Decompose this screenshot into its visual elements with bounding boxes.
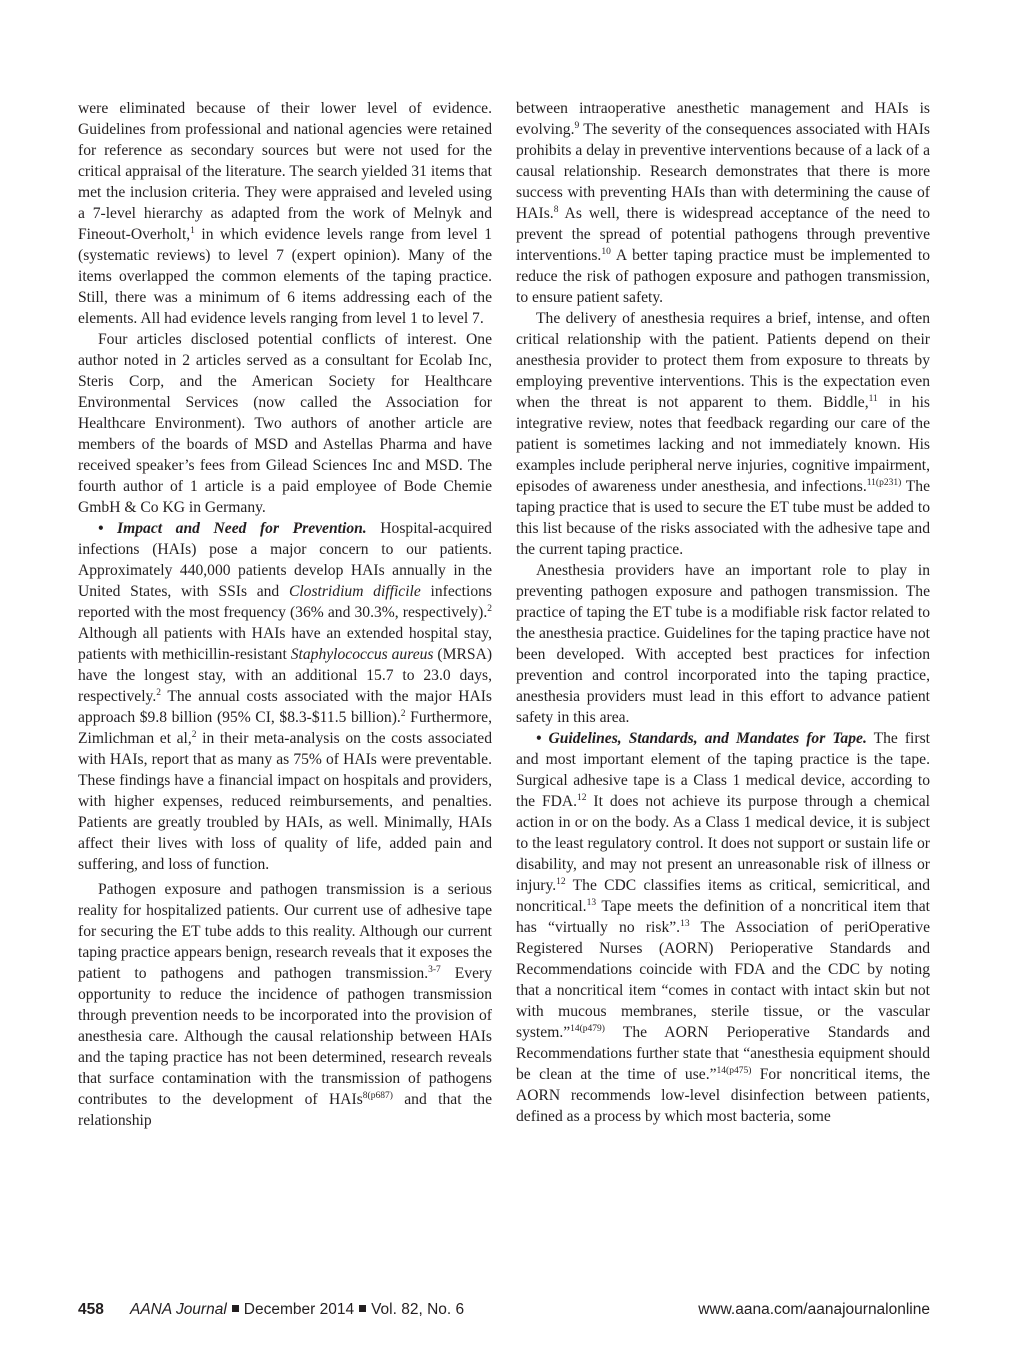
left-column: [78, 98, 492, 1131]
volume-issue: Vol. 82, No. 6: [371, 1301, 465, 1318]
journal-info: [130, 1301, 464, 1319]
paragraph: Four articles disclosed potential conflicts of interest. One author noted in 2 articles served as a consultant for Ecolab Inc, Steris Corp, and the American Society for Healthcare Environmental Services (now called the Association for Healthcare Environment). Two authors of another article are members of the boards of MSD and Astellas Pharma and have received speaker’s fees from Gilead Sciences Inc and MSD. The fourth author of 1 article is a paid employee of Bode Chemie GmbH & Co KG in Germany.: [78, 331, 492, 516]
journal-title: AANA Journal: [130, 1301, 227, 1318]
paragraph: between intraoperative anesthetic management and HAIs is evolving.$^9$ The severity of the consequences associated with HAIs prohibits a delay in preventive interventions because of a lack of a causal relationship. Research demonstrates that there is more success with preventing HAIs than with determining the cause of HAIs.$^8$ As well, there is widespread acceptance of the need to prevent the spread of potential pathogens through preventive interventions.$^{10}$ A better taping practice must be implemented to reduce the risk of pathogen exposure and pathogen transmission, to ensure patient safety.: [516, 100, 930, 306]
paragraph: • Impact and Need for Prevention. Hospital-acquired infections (HAIs) pose a major concern to our patients. Approximately 440,000 patients develop HAIs annually in the United States, with SSIs and Clostridium difficile infections reported with the most frequency (36% and 30.3%, respectively).$^2$ Although all patients with HAIs have an extended hospital stay, patients with methicillin-resistant Staphylococcus aureus (MRSA) have the longest stay, with an additional 15.7 to 23.0 days, respectively.$^2$ The annual costs associated with the major HAIs approach $9.8 billion (95% CI, $8.3-$11.5 billion).$^2$ Furthermore, Zimlichman et al,$^2$ in their meta-analysis on the costs associated with HAIs, report that as many as 75% of HAIs were preventable. These findings have a financial impact on hospitals and providers, with higher expenses, reduced reimbursements, and penalties. Patients are greatly troubled by HAIs, as well. Minimally, HAIs affect their lives with loss of quality of life, added pain and suffering, and loss of function.: [78, 520, 493, 873]
paragraph: Anesthesia providers have an important role to play in preventing pathogen exposure and pathogen transmission. The practice of taping the ET tube is a modifiable risk factor related to the anesthesia practice. Guidelines for the taping practice have not been developed. With accepted best practices for infection prevention and control incorporated into the taping practice, anesthesia providers must lead in this effort to advance patient safety in this area.: [516, 562, 930, 726]
square-bullet-icon: [359, 1305, 366, 1312]
square-bullet-icon: [232, 1305, 239, 1312]
paragraph: • Guidelines, Standards, and Mandates for Tape. The first and most important element of the taping practice is the tape. Surgical adhesive tape is a Class 1 medical device, according to the FDA.$^{12}$ It does not achieve its purpose through a chemical action in or on the body. As a Class 1 medical device, it is subject to the least regulatory control. It does not support or sustain life or disability, and may not present an unreasonable risk of illness or injury.$^{12}$ The CDC classifies items as critical, semicritical, and noncritical.$^{13}$ Tape meets the definition of a noncritical item that has “virtually no risk”.$^{13}$ The Association of periOperative Registered Nurses (AORN) Perioperative Standards and Recommendations coincide with FDA and the CDC by noting that a noncritical item “comes in contact with intact skin but not with mucous membranes, sterile tissue, or the vascular system.”$^{14(p479)}$ The AORN Perioperative Standards and Recommendations further state that “anesthesia equipment should be clean at the time of use.”$^{14(p475)}$ For noncritical items, the AORN recommends low-level disinfection between patients, defined as a process by which most bacteria, some: [516, 730, 931, 1125]
right-column: [516, 98, 930, 1127]
journal-url[interactable]: www.aana.com/aanajournalonline: [698, 1301, 930, 1318]
page-number: 458: [78, 1301, 104, 1318]
page-footer: [78, 1301, 930, 1323]
section-heading: • Impact and Need for Prevention.: [98, 520, 367, 537]
paragraph: were eliminated because of their lower level of evidence. Guidelines from professional and national agencies were retained for reference as secondary sources but were not used for the critical appraisal of the literature. The search yielded 31 items that met the inclusion criteria. They were appraised and leveled using a 7-level hierarchy as adapted from the work of Melnyk and Fineout-Overholt,$^1$ in which evidence levels range from level 1 (systematic reviews) to level 7 (expert opinion). Many of the items overlapped the common elements of the taping practice. Still, there was a minimum of 6 items addressing each of the elements. All had evidence levels ranging from level 1 to level 7.: [78, 100, 492, 327]
section-heading: • Guidelines, Standards, and Mandates for Tape.: [536, 730, 867, 747]
paragraph: Pathogen exposure and pathogen transmission is a serious reality for hospitalized patients. Our current use of adhesive tape for securing the ET tube adds to this reality. Although our current taping practice appears benign, research reveals that it exposes the patient to pathogens and pathogen transmission.$^{3-7}$ Every opportunity to reduce the incidence of pathogen transmission through prevention needs to be incorporated into the provision of anesthesia care. Although the causal relationship between HAIs and the taping practice has not been determined, research reveals that surface contamination with the transmission of pathogens contributes to the development of HAIs$^{8(p687)}$ and that the relationship: [78, 881, 492, 1129]
issue-date: December 2014: [243, 1301, 355, 1318]
paragraph: The delivery of anesthesia requires a brief, intense, and often critical relationship with the patient. Patients depend on their anesthesia provider to protect them from exposure to threats by employing preventive interventions. This is the expectation even when the threat is not apparent to them. Biddle,$^{11}$ in his integrative review, notes that feedback regarding our care of the patient is sometimes lacking and not immediately known. His examples include peripheral nerve injuries, cognitive impairment, episodes of awareness under anesthesia, and infections.$^{11(p231)}$ The taping practice that is used to secure the ET tube must be added to this list because of the risks associated with the adhesive tape and the current taping practice.: [516, 310, 930, 558]
